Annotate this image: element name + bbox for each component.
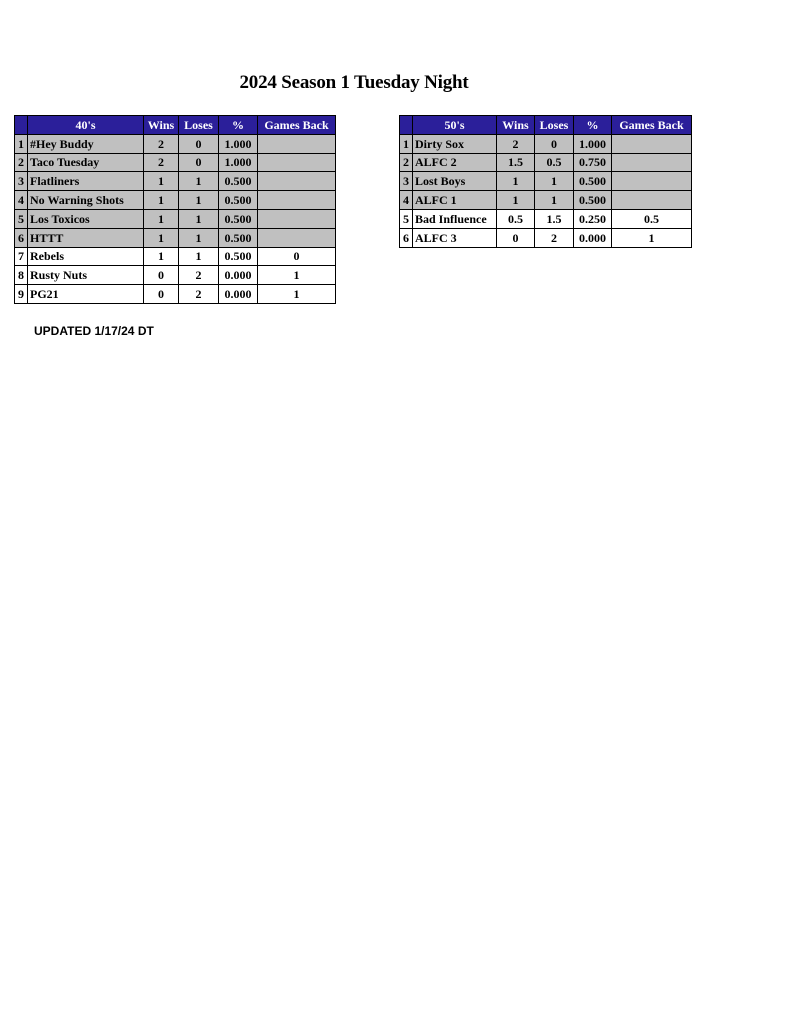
- pct-cell: 1.000: [219, 153, 258, 172]
- team-cell: ALFC 1: [413, 191, 497, 210]
- wins-cell: 1: [144, 209, 179, 228]
- team-cell: ALFC 2: [413, 153, 497, 172]
- table-row: [400, 153, 692, 172]
- loses-cell: 0.5: [535, 153, 574, 172]
- table-row: [15, 172, 336, 191]
- pct-header: %: [219, 116, 258, 135]
- team-cell: Rebels: [28, 247, 144, 266]
- pct-cell: 0.500: [219, 247, 258, 266]
- pct-cell: 0.250: [574, 209, 612, 228]
- loses-cell: 1.5: [535, 209, 574, 228]
- table-row: [15, 191, 336, 210]
- table-header-row: [400, 116, 692, 135]
- team-cell: Rusty Nuts: [28, 266, 144, 285]
- wins-header: Wins: [497, 116, 535, 135]
- pct-cell: 0.500: [219, 209, 258, 228]
- loses-cell: 1: [179, 228, 219, 247]
- table-body: [15, 134, 336, 303]
- games-back-cell: [612, 191, 692, 210]
- wins-cell: 1: [497, 191, 535, 210]
- team-cell: Dirty Sox: [413, 134, 497, 153]
- pct-cell: 0.500: [219, 191, 258, 210]
- rank-header: [15, 116, 28, 135]
- team-cell: Bad Influence: [413, 209, 497, 228]
- table-row: [15, 247, 336, 266]
- games-back-header: Games Back: [258, 116, 336, 135]
- games-back-cell: 0: [258, 247, 336, 266]
- pct-cell: 0.000: [219, 266, 258, 285]
- table-row: [15, 228, 336, 247]
- rank-cell: 2: [400, 153, 413, 172]
- games-back-cell: [612, 172, 692, 191]
- wins-cell: 1: [144, 172, 179, 191]
- wins-cell: 2: [144, 153, 179, 172]
- pct-cell: 0.500: [574, 172, 612, 191]
- table-row: [400, 172, 692, 191]
- page-title: 2024 Season 1 Tuesday Night: [239, 72, 469, 93]
- games-back-cell: [612, 153, 692, 172]
- wins-cell: 2: [144, 134, 179, 153]
- pct-cell: 0.750: [574, 153, 612, 172]
- team-cell: No Warning Shots: [28, 191, 144, 210]
- rank-cell: 4: [15, 191, 28, 210]
- wins-cell: 1.5: [497, 153, 535, 172]
- rank-cell: 9: [15, 285, 28, 304]
- games-back-cell: 1: [612, 228, 692, 247]
- games-back-cell: [258, 153, 336, 172]
- table-row: [15, 153, 336, 172]
- table-header-row: [15, 116, 336, 135]
- games-back-cell: [258, 172, 336, 191]
- games-back-cell: [258, 228, 336, 247]
- team-cell: PG21: [28, 285, 144, 304]
- games-back-cell: [612, 134, 692, 153]
- games-back-cell: 1: [258, 266, 336, 285]
- loses-cell: 0: [179, 153, 219, 172]
- rank-cell: 6: [15, 228, 28, 247]
- loses-header: Loses: [179, 116, 219, 135]
- wins-header: Wins: [144, 116, 179, 135]
- rank-header: [400, 116, 413, 135]
- rank-cell: 4: [400, 191, 413, 210]
- rank-cell: 7: [15, 247, 28, 266]
- loses-cell: 2: [535, 228, 574, 247]
- table-row: [15, 134, 336, 153]
- team-cell: Los Toxicos: [28, 209, 144, 228]
- wins-cell: 0.5: [497, 209, 535, 228]
- table-row: [400, 228, 692, 247]
- table-row: [400, 134, 692, 153]
- loses-cell: 1: [179, 172, 219, 191]
- table-row: [400, 209, 692, 228]
- loses-cell: 1: [179, 191, 219, 210]
- loses-cell: 1: [535, 172, 574, 191]
- wins-cell: 2: [497, 134, 535, 153]
- pct-header: %: [574, 116, 612, 135]
- pct-cell: 1.000: [219, 134, 258, 153]
- rank-cell: 1: [15, 134, 28, 153]
- wins-cell: 1: [144, 247, 179, 266]
- games-back-cell: [258, 191, 336, 210]
- pct-cell: 0.500: [574, 191, 612, 210]
- team-cell: HTTT: [28, 228, 144, 247]
- team-header: 40's: [28, 116, 144, 135]
- pct-cell: 1.000: [574, 134, 612, 153]
- pct-cell: 0.000: [219, 285, 258, 304]
- team-cell: Lost Boys: [413, 172, 497, 191]
- pct-cell: 0.500: [219, 172, 258, 191]
- games-back-header: Games Back: [612, 116, 692, 135]
- loses-header: Loses: [535, 116, 574, 135]
- games-back-cell: [258, 134, 336, 153]
- loses-cell: 0: [179, 134, 219, 153]
- wins-cell: 1: [144, 228, 179, 247]
- loses-cell: 0: [535, 134, 574, 153]
- wins-cell: 0: [497, 228, 535, 247]
- table-row: [400, 191, 692, 210]
- games-back-cell: 0.5: [612, 209, 692, 228]
- rank-cell: 2: [15, 153, 28, 172]
- rank-cell: 1: [400, 134, 413, 153]
- loses-cell: 1: [179, 209, 219, 228]
- games-back-cell: [258, 209, 336, 228]
- loses-cell: 1: [179, 247, 219, 266]
- standings-table-50s: [399, 115, 692, 248]
- pct-cell: 0.000: [574, 228, 612, 247]
- loses-cell: 1: [535, 191, 574, 210]
- team-cell: #Hey Buddy: [28, 134, 144, 153]
- team-cell: ALFC 3: [413, 228, 497, 247]
- team-header: 50's: [413, 116, 497, 135]
- rank-cell: 3: [400, 172, 413, 191]
- rank-cell: 3: [15, 172, 28, 191]
- loses-cell: 2: [179, 266, 219, 285]
- wins-cell: 1: [144, 191, 179, 210]
- team-cell: Taco Tuesday: [28, 153, 144, 172]
- wins-cell: 0: [144, 285, 179, 304]
- table-row: [15, 285, 336, 304]
- team-cell: Flatliners: [28, 172, 144, 191]
- wins-cell: 1: [497, 172, 535, 191]
- updated-note: UPDATED 1/17/24 DT: [34, 324, 154, 338]
- table-body: [400, 134, 692, 247]
- table-row: [15, 266, 336, 285]
- pct-cell: 0.500: [219, 228, 258, 247]
- rank-cell: 5: [400, 209, 413, 228]
- loses-cell: 2: [179, 285, 219, 304]
- wins-cell: 0: [144, 266, 179, 285]
- rank-cell: 5: [15, 209, 28, 228]
- rank-cell: 8: [15, 266, 28, 285]
- table-row: [15, 209, 336, 228]
- standings-table-40s: [14, 115, 336, 304]
- rank-cell: 6: [400, 228, 413, 247]
- games-back-cell: 1: [258, 285, 336, 304]
